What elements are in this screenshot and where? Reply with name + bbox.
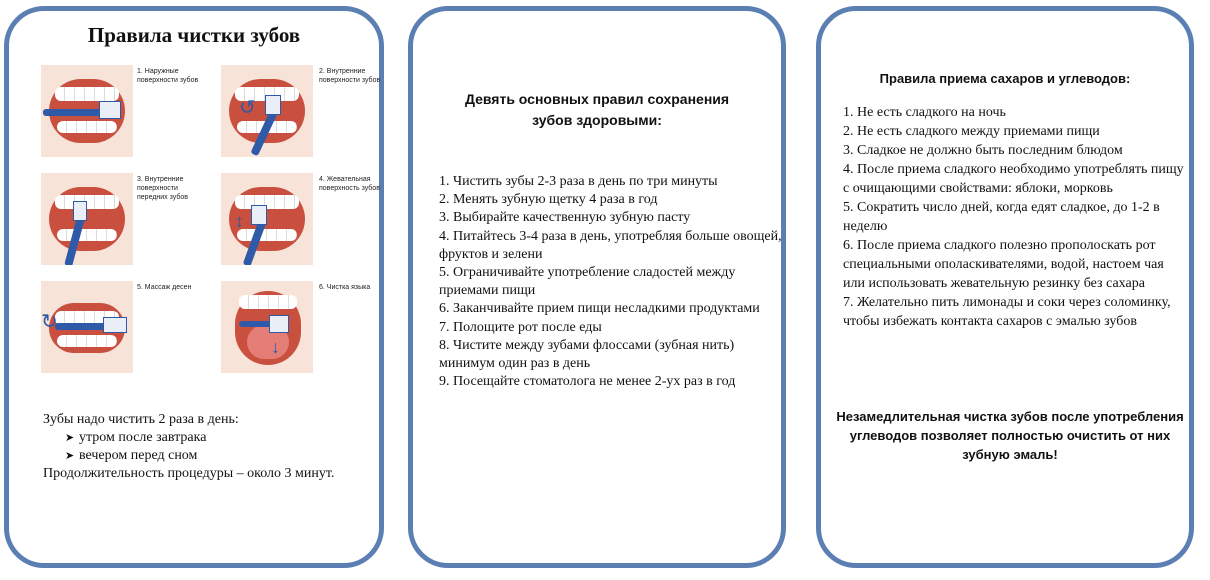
list-item: 1. Чистить зубы 2-3 раза в день по три минуты [439, 174, 718, 189]
illustration-caption-4: 4. Жевательная поверхность зубов [319, 176, 380, 192]
list-item: 6. Заканчивайте прием пищи несладкими продуктами [439, 301, 760, 317]
list-item: 3. Сладкое не должно быть последним блюдом [843, 143, 1123, 158]
outer-surfaces-illustration [41, 65, 133, 157]
bullet-evening: ➤ вечером перед сном [65, 448, 198, 463]
rotate-arrow-icon: ↺ [239, 97, 256, 119]
list-item: 8. Чистите между зубами флоссами (зубная нить) минимум один раз в день [439, 337, 735, 372]
list-item: 3. Выбирайте качественную зубную пасту [439, 210, 691, 226]
illustration-caption-2: 2. Внутренние поверхности зубов [319, 68, 381, 84]
sugar-rules-card [816, 6, 1194, 568]
brushing-rules-card [4, 6, 384, 568]
arrow-bullet-icon: ➤ [65, 432, 75, 444]
arrow-bullet-icon: ➤ [65, 450, 75, 462]
list-item: 1. Не есть сладкого на ночь [843, 105, 1006, 120]
sugar-rules-list [843, 103, 1187, 331]
list-item: 4. После приема сладкого необходимо употреблять пищу с очищающими свойствами: яблоки, морковь [843, 162, 1184, 196]
procedure-duration: Продолжительность процедуры – около 3 минут. [43, 466, 335, 481]
list-item: 5. Сократить число дней, когда едят сладкое, до 1-2 в неделю [843, 200, 1160, 234]
up-down-arrow-icon: ↕ [235, 211, 244, 231]
circle-arrow-icon: ↻ [41, 311, 58, 333]
nine-rules-list [439, 173, 784, 391]
list-item: 7. Желательно пить лимонады и соки через соломинку, чтобы избежать контакта сахаров с эмалью зубов [843, 295, 1171, 329]
illustration-caption-3: 3. Внутренние поверхности передних зубов [137, 176, 188, 201]
list-item: 9. Посещайте стоматолога не менее 2-ух раз в год [439, 374, 736, 390]
conclusion-note: Незамедлительная чистка зубов после употребления углеводов позволяет полностью очистить от них зубную эмаль! [836, 409, 1184, 462]
list-item: 5. Ограничивайте употребление сладостей между приемами пищи [439, 265, 736, 299]
card-title: Правила чистки зубов [87, 23, 301, 47]
front-inner-surfaces-illustration [41, 173, 133, 265]
list-item: 2. Не есть сладкого между приемами пищи [843, 124, 1100, 139]
illustration-caption-1: 1. Наружные поверхности зубов [137, 68, 199, 84]
gum-massage-illustration [41, 281, 133, 373]
illustration-caption-6: 6. Чистка языка [319, 284, 371, 291]
down-arrow-icon: ↓ [271, 337, 280, 357]
list-item: 6. После приема сладкого полезно прополоскать рот специальными ополаскивателями, водой, настоем чая или использовать жевательную резинку без сахара [843, 238, 1164, 291]
nine-rules-heading: Девять основных правил сохранения зубов здоровыми: [464, 91, 730, 128]
list-item: 4. Питайтесь 3-4 раза в день, употребляя больше овощей, фруктов и зелени [439, 228, 782, 262]
sugar-rules-heading: Правила приема сахаров и углеводов: [879, 71, 1131, 86]
illustration-caption-5: 5. Массаж десен [137, 284, 192, 291]
schedule-intro: Зубы надо чистить 2 раза в день: [43, 412, 239, 427]
nine-rules-card [408, 6, 786, 568]
chewing-surface-illustration [221, 173, 313, 265]
inner-surfaces-illustration [221, 65, 313, 157]
bullet-morning: ➤ утром после завтрака [65, 430, 207, 445]
tongue-cleaning-illustration [221, 281, 313, 373]
brushing-schedule [43, 411, 383, 483]
list-item: 2. Менять зубную щетку 4 раза в год [439, 192, 658, 208]
list-item: 7. Полощите рот после еды [439, 319, 602, 335]
